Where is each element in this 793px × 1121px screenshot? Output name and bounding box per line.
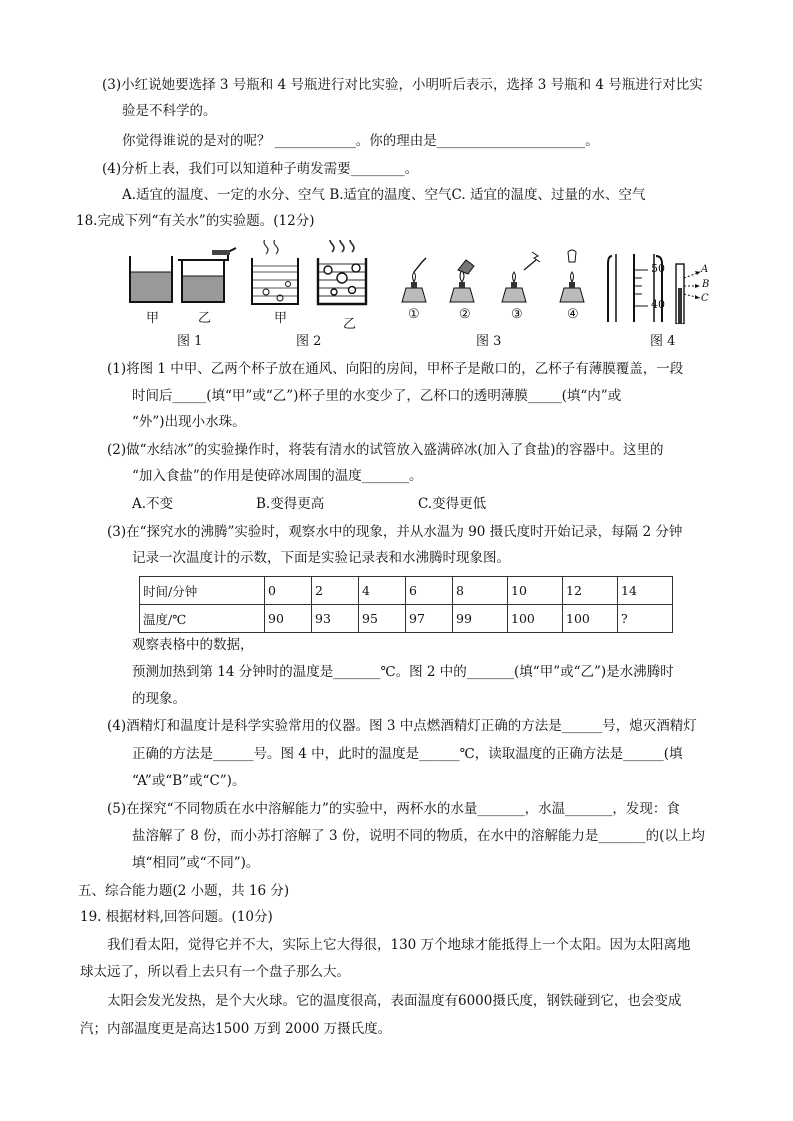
fig1-beakers xyxy=(126,246,238,308)
table-cell: 97 xyxy=(406,605,453,633)
fig4-arrow-label-b: B xyxy=(702,279,710,290)
table-row-header: 温度/℃ xyxy=(140,605,265,633)
q18-p3-line4: 预测加热到第 14 分钟时的温度是_______℃。图 2 中的_______(填“甲”或“乙”)是水沸腾时 xyxy=(132,664,674,680)
q19-para2-line2: 汽；内部温度更是高达1500 万到 2000 万摄氏度。 xyxy=(80,1021,392,1037)
q18-p1-line3: “外”)出现小水珠。 xyxy=(132,414,246,430)
table-cell: 90 xyxy=(265,605,312,633)
fig2-boiling-beakers xyxy=(244,240,372,308)
fig1-label-b: 乙 xyxy=(198,311,212,326)
table-row xyxy=(140,605,673,633)
table-cell: ? xyxy=(618,605,673,633)
table-row-header: 时间/分钟 xyxy=(140,577,265,605)
q18-p3-line2: 记录一次温度计的示数，下面是实验记录表和水沸腾时现象图。 xyxy=(132,550,510,566)
q18-p3-line1: (3)在“探究水的沸腾”实验时，观察水中的现象，并从水温为 90 摄氏度时开始记录，每隔 2 分钟 xyxy=(107,524,683,540)
table-cell: 99 xyxy=(453,605,508,633)
fig3-caption: 图 3 xyxy=(476,334,502,349)
table-cell: 6 xyxy=(406,577,453,605)
table-cell: 12 xyxy=(563,577,618,605)
q18-p5-line2: 盐溶解了 8 份，而小苏打溶解了 3 份，说明不同的物质，在水中的溶解能力是_______的(以上均 xyxy=(132,828,705,844)
table-cell: 2 xyxy=(312,577,359,605)
table-cell: 100 xyxy=(508,605,563,633)
fig4-caption: 图 4 xyxy=(650,334,676,349)
fig4-arrow-label-a: A xyxy=(701,264,709,275)
q17-p4-line1: (4)分析上表，我们可以知道种子萌发需要________。 xyxy=(102,161,419,177)
fig2-label-b: 乙 xyxy=(343,317,357,332)
table-row xyxy=(140,577,673,605)
q18-p3-line5: 的现象。 xyxy=(132,691,186,707)
table-cell: 4 xyxy=(359,577,406,605)
table-cell: 95 xyxy=(359,605,406,633)
q18-p4-line1: (4)酒精灯和温度计是科学实验常用的仪器。图 3 中点燃酒精灯正确的方法是______号，熄灭酒精灯 xyxy=(107,718,697,734)
q17-p3-line2: 验是不科学的。 xyxy=(122,103,217,119)
q17-p4-options: A.适宜的温度、一定的水分、空气 B.适宜的温度、空气C. 适宜的温度、过量的水、空气 xyxy=(122,187,646,203)
q19-para2-line1: 太阳会发光发热，是个大火球。它的温度很高，表面温度有6000摄氏度，钢铁碰到它，也会变成 xyxy=(107,993,682,1009)
q18-p2-option-c: C.变得更低 xyxy=(418,496,487,512)
fig4-arrow-label-c: C xyxy=(701,293,709,304)
q18-title: 18.完成下列“有关水”的实验题。(12分) xyxy=(76,213,315,229)
q18-p5-line1: (5)在探究“不同物质在水中溶解能力”的实验中，两杯水的水量_______，水温_______，发现：食 xyxy=(107,801,680,817)
table-cell: 8 xyxy=(453,577,508,605)
q18-p2-line2: “加入食盐”的作用是使碎冰周围的温度_______。 xyxy=(132,468,423,484)
table-cell: 10 xyxy=(508,577,563,605)
table-cell: 0 xyxy=(265,577,312,605)
q18-p2-option-a: A.不变 xyxy=(132,496,174,512)
table-cell: 14 xyxy=(618,577,673,605)
fig1-label-a: 甲 xyxy=(146,311,160,326)
q18-p5-line3: 填“相同”或“不同”)。 xyxy=(132,855,260,871)
q17-p3-line1: (3)小红说她要选择 3 号瓶和 4 号瓶进行对比实验，小明听后表示，选择 3 号瓶和 4 号瓶进行对比实 xyxy=(102,77,703,93)
q17-p3-line3: 你觉得谁说的是对的呢？ ____________。你的理由是______________________。 xyxy=(122,133,599,149)
q18-p4-line2: 正确的方法是______号。图 4 中，此时的温度是______℃，读取温度的正确方法是______(填 xyxy=(132,746,683,762)
fig2-caption: 图 2 xyxy=(296,334,322,349)
fig3-label-1: ① xyxy=(408,307,420,322)
q19-title: 19. 根据材料,回答问题。(10分) xyxy=(80,909,273,925)
fig4-scale-top: 50 xyxy=(651,262,665,275)
q18-p4-line3: “A”或“B”或“C”)。 xyxy=(132,773,246,789)
q18-p1-line2: 时间后_____(填“甲”或“乙”)杯子里的水变少了，乙杯口的透明薄膜_____(填“内”或 xyxy=(132,388,622,404)
boiling-record-table xyxy=(139,576,673,633)
fig3-label-2: ② xyxy=(459,307,471,322)
q19-para1-line1: 我们看太阳，觉得它并不大，实际上它大得很，130 万个地球才能抵得上一个太阳。因为太阳离地 xyxy=(107,937,691,953)
q18-p2-line1: (2)做“水结冰”的实验操作时，将装有清水的试管放入盛满碎冰(加入了食盐)的容器中。这里的 xyxy=(107,442,664,458)
table-cell: 100 xyxy=(563,605,618,633)
fig2-label-a: 甲 xyxy=(274,311,288,326)
q18-p2-option-b: B.变得更高 xyxy=(256,496,325,512)
fig4-scale-bottom: 40 xyxy=(651,298,665,311)
fig3-alcohol-lamps xyxy=(396,248,596,306)
q19-para1-line2: 球太远了，所以看上去只有一个盘子那么大。 xyxy=(80,964,350,980)
fig3-label-3: ③ xyxy=(511,307,523,322)
q18-p1-line1: (1)将图 1 中甲、乙两个杯子放在通风、向阳的房间，甲杯子是敞口的，乙杯子有薄膜覆盖，一段 xyxy=(107,361,684,377)
fig3-label-4: ④ xyxy=(567,307,579,322)
table-cell: 93 xyxy=(312,605,359,633)
fig1-caption: 图 1 xyxy=(177,334,203,349)
section5-title: 五、综合能力题(2 小题，共 16 分) xyxy=(78,883,290,899)
q18-p3-line3: 观察表格中的数据， xyxy=(132,637,254,653)
